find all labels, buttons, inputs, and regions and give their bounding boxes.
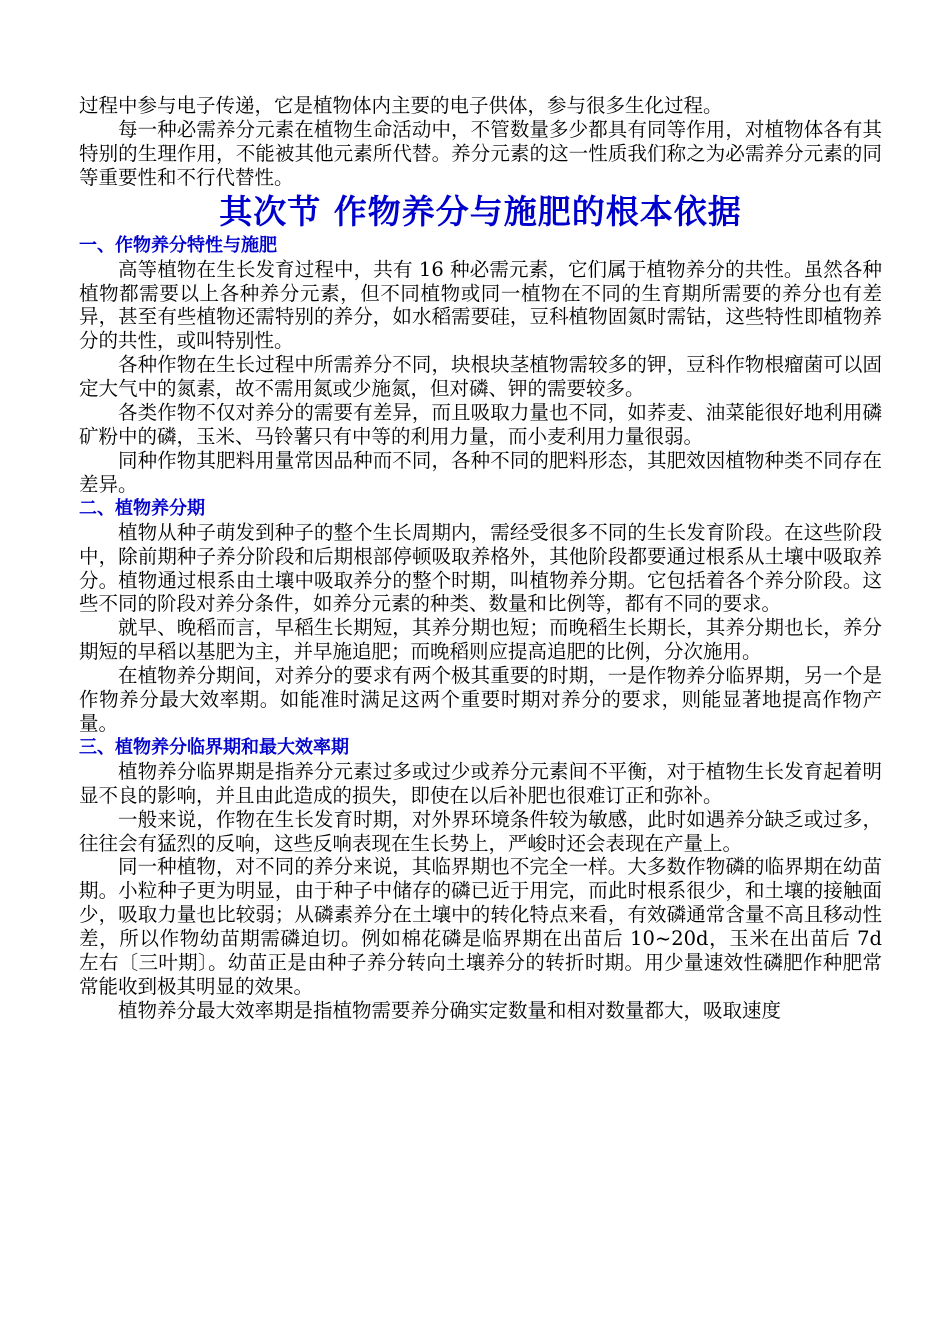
section1-paragraph-2: 各种作物在生长过程中所需养分不同，块根块茎植物需较多的钾，豆科作物根瘤菌可以固定大气中的氮素，故不需用氮或少施氮，但对磷、钾的需要较多。 (79, 353, 882, 401)
section3-paragraph-2: 一般来说，作物在生长发育时期，对外界环境条件较为敏感，此时如遇养分缺乏或过多，往往会有猛烈的反响，这些反响表现在生长势上，严峻时还会表现在产量上。 (79, 807, 882, 855)
intro-paragraph-2: 每一种必需养分元素在植物生命活动中，不管数量多少都具有同等作用，对植物体各有其特别的生理作用，不能被其他元素所代替。养分元素的这一性质我们称之为必需养分元素的同等重要性和不行代替性。 (79, 117, 882, 189)
section-heading-2: 二、植物养分期 (79, 497, 205, 519)
section2-paragraph-2: 就早、晚稻而言，早稻生长期短，其养分期也短；而晚稻生长期长，其养分期也长，养分期短的早稻以基肥为主，并早施追肥；而晚稻则应提高追肥的比例，分次施用。 (79, 616, 882, 664)
section1-paragraph-4: 同种作物其肥料用量常因品种而不同，各种不同的肥料形态，其肥效因植物种类不同存在差异。 (79, 448, 882, 496)
section1-paragraph-1: 高等植物在生长发育过程中，共有 16 种必需元素，它们属于植物养分的共性。虽然各种植物都需要以上各种养分元素，但不同植物或同一植物在不同的生育期所需要的养分也有差异，甚至有些植物还需特别的养分，如水稻需要硅，豆科植物固氮时需钴，这些特性即植物养分的共性，或叫特别性。 (79, 257, 882, 353)
section-heading-1: 一、作物养分特性与施肥 (79, 234, 277, 256)
chapter-title: 其次节 作物养分与施肥的根本依据 (219, 191, 742, 231)
section2-paragraph-1: 植物从种子萌发到种子的整个生长周期内，需经受很多不同的生长发育阶段。在这些阶段中，除前期种子养分阶段和后期根部停顿吸取养格外，其他阶段都要通过根系从土壤中吸取养分。植物通过根系由土壤中吸取养分的整个时期，叫植物养分期。它包括着各个养分阶段。这些不同的阶段对养分条件，如养分元素的种类、数量和比例等，都有不同的要求。 (79, 520, 882, 616)
section3-paragraph-1: 植物养分临界期是指养分元素过多或过少或养分元素间不平衡，对于植物生长发育起着明显不良的影响，并且由此造成的损失，即使在以后补肥也很难订正和弥补。 (79, 759, 882, 807)
intro-paragraph-1: 过程中参与电子传递，它是植物体内主要的电子供体，参与很多生化过程。 (79, 94, 723, 117)
section3-paragraph-4: 植物养分最大效率期是指植物需要养分确实定数量和相对数量都大，吸取速度 (118, 998, 782, 1022)
section-heading-3: 三、植物养分临界期和最大效率期 (79, 736, 349, 758)
section1-paragraph-3: 各类作物不仅对养分的需要有差异，而且吸取力量也不同，如荞麦、油菜能很好地利用磷矿粉中的磷，玉米、马铃薯只有中等的利用力量，而小麦利用力量很弱。 (79, 401, 882, 448)
section2-paragraph-3: 在植物养分期间，对养分的要求有两个极其重要的时期，一是作物养分临界期，另一个是作物养分最大效率期。如能准时满足这两个重要时期对养分的要求，则能显著地提高作物产量。 (79, 664, 882, 735)
document-page (79, 94, 882, 1023)
section3-paragraph-3: 同一种植物，对不同的养分来说，其临界期也不完全一样。大多数作物磷的临界期在幼苗期。小粒种子更为明显，由于种子中储存的磷已近于用完，而此时根系很少，和土壤的接触面少，吸取力量也比较弱；从磷素养分在土壤中的转化特点来看，有效磷通常含量不高且移动性差，所以作物幼苗期需磷迫切。例如棉花磷是临界期在出苗后 10~20d，玉米在出苗后 7d 左右〔三叶期〕。幼苗正是由种子养分转向土壤养分的转折时期。用少量速效性磷肥作种肥常常能收到极其明显的效果。 (79, 855, 882, 998)
